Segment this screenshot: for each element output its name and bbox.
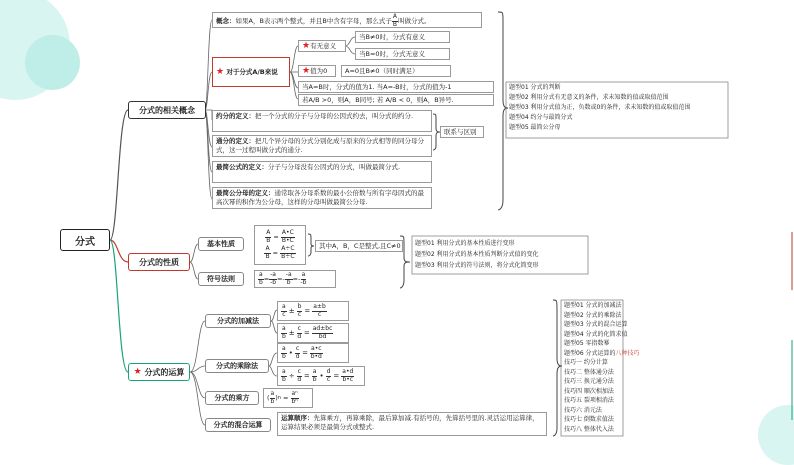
list-item: 技巧三 换元通分法 [564,378,614,385]
mix-body: 先算乘方，再算乘除，最后算加减.有括号的，先算括号里的.灵活运用运算律，运算结果必须是最简分式或整式. [281,414,539,431]
basic-property-note: 其中A，B，C是整式,且C≠0 [315,240,403,252]
basic-property-formula [254,225,306,265]
concept-definition [212,12,482,28]
definition-fraction: $\frac{A}{B}$ [392,13,397,28]
list-item: 题型03 利用分式值为正，负数或0的条件，求未知数的值或取值范围 [509,104,691,111]
list-item: 题型05 最简公分母 [509,124,561,131]
mul-div-node[interactable]: 分式的乘除法 [205,359,269,373]
zero-value-node[interactable] [298,65,336,77]
reduce-body: 把一个分式的分子与分母的公因式约去，叫分式的约分. [255,112,414,120]
list-item: 题型02 分式的乘除法 [564,311,622,319]
simplest-body: 分子与分母没有公因式的分式，叫做最简分式. [268,163,401,171]
list-item-highlighted: 题型06 分式运算的八种技巧 [564,349,640,357]
divide-formula: $\frac{a}{b}$ ÷ $\frac{c}{d}$ = $\frac{a}{b}$ • $\frac{d}{c}$ = $\frac{a•d}{b•c}$ [277,366,365,386]
sign-rule: 若A/B >0，则A，B同号; 若 A/B < 0，则A，B异号. [298,94,494,106]
zero-value-condition: A=0且B≠0（同时满足） [341,65,451,77]
branch-properties[interactable]: 分式的性质 [128,253,190,271]
simplest-definition [212,161,432,183]
for-fraction-node[interactable] [212,57,290,87]
list-item: 题型04 分式的化简求值 [564,330,628,338]
relation-label: 联系与区别 [440,126,484,138]
highlight-text: 八种技巧 [615,349,640,357]
multiply-formula: $\frac{a}{b}$ • $\frac{c}{d}$ = $\frac{a•c}{b•d}$ [277,343,349,363]
power-node[interactable]: 分式的乘方 [205,391,259,405]
add-sub-node[interactable]: 分式的加减法 [205,314,271,328]
list-item: 题型01 分式的判断 [509,84,561,91]
list-item: 技巧一 约分计算 [564,359,608,366]
star-icon: ★ [133,367,142,377]
list-item: 题型03 分式的混合运算 [564,321,628,328]
power-formula: ( $\frac{a}{b}$ ) n = $\frac{\text{aⁿ}}{\text{bⁿ}}$ [263,388,313,408]
common-definition [212,135,432,157]
list-item: 技巧八 整体代入法 [564,425,614,433]
lcd-body: 通常取各分母系数的最小公倍数与所有字母因式的最高次幂的积作为公分母，这样的分母叫做最简公分母. [216,189,424,206]
sign-rule-formula: $\frac{a}{b}$ = $\frac{-a}{-b}$ =- $\frac{-a}{b}$ =- $\frac{a}{-b}$ [254,270,336,288]
definition-body: 如果A，B表示两个整式，并且B中含有字母，那么式子 [235,17,392,25]
list-item: 技巧六 消元法 [564,406,602,414]
definition-head: 概念： [216,17,236,25]
reduce-definition [212,110,432,132]
mixed-op-node[interactable]: 分式的混合运算 [205,418,271,432]
branch-concepts[interactable]: 分式的相关概念 [128,101,206,119]
list-item: 题型05 零指数幂 [564,340,610,347]
list-item: 技巧五 裂项相消法 [564,397,614,404]
basic-property-node[interactable]: 基本性质 [198,237,244,251]
simplest-head: 最简公式的定义： [216,163,268,171]
root-node[interactable]: 分式 [60,229,110,251]
list-item: 题型02 利用分式的基本性质判断分式值的变化 [415,251,539,258]
for-fraction-label: 对于分式A/B来说 [226,67,278,76]
reduce-head: 约分的定义： [216,112,255,120]
formula-divide: $\frac{A}{B}$ = $\frac{A\div C}{B\div C}$ [265,245,295,260]
star-icon: ★ [216,66,225,77]
branch-operations[interactable] [128,363,190,381]
sign-rule-node[interactable]: 符号法则 [198,272,244,286]
value-one: 当A=B时，分式的值为1. 当A=-B时，分式的值为-1 [298,81,494,93]
meaningful-no: 当B=0时，分式无意义 [355,48,450,60]
formula-multiply: $\frac{A}{B}$ = $\frac{A•C}{B•C}$ [266,229,294,244]
list-item: 题型01 分式的加减法 [564,302,622,309]
common-body: 把几个异分母的分式分别化成与原来的分式相等的同分母分式，这一过程叫做分式的通分. [216,137,424,154]
lcd-definition [212,187,432,209]
zero-value-label: 值为0 [310,67,328,75]
add-sub-same-den: $\frac{a}{c}$ ± $\frac{b}{c}$ = $\frac{a\pm b}{c}$ [277,301,349,321]
mixed-op-rule [277,412,547,436]
list-item: 题型02 利用分式有无意义的条件，求未知数的值或取值范围 [509,94,669,101]
list-item: 技巧七 倒数求值法 [564,416,614,423]
star-icon: ★ [302,66,311,76]
definition-tail: 叫做分式。 [397,17,431,25]
lcd-head: 最简公分母的定义： [216,189,275,197]
list-item: 题型04 约分与最简分式 [509,114,573,121]
list-item: 技巧四 顺次相加法 [564,387,614,395]
list-item: 题型01 利用分式的基本性质进行变形 [415,240,515,247]
common-head: 通分的定义： [216,137,255,145]
star-icon: ★ [302,41,311,51]
meaningful-label: 有无意义 [310,42,337,50]
list-item: 技巧二 整体通分法 [564,368,614,376]
list-item: 题型03 利用分式的符号法则，将分式化简变形 [415,262,539,269]
add-sub-diff-den: $\frac{a}{b}$ ± $\frac{c}{d}$ = $\frac{ad\pm bc}{bd}$ [277,323,349,343]
meaningful-yes: 当B≠0时，分式有意义 [355,31,450,43]
mix-head: 运算顺序： [281,414,314,422]
meaningful-node[interactable] [298,40,346,52]
branch-operations-label: 分式的运算 [144,367,185,377]
